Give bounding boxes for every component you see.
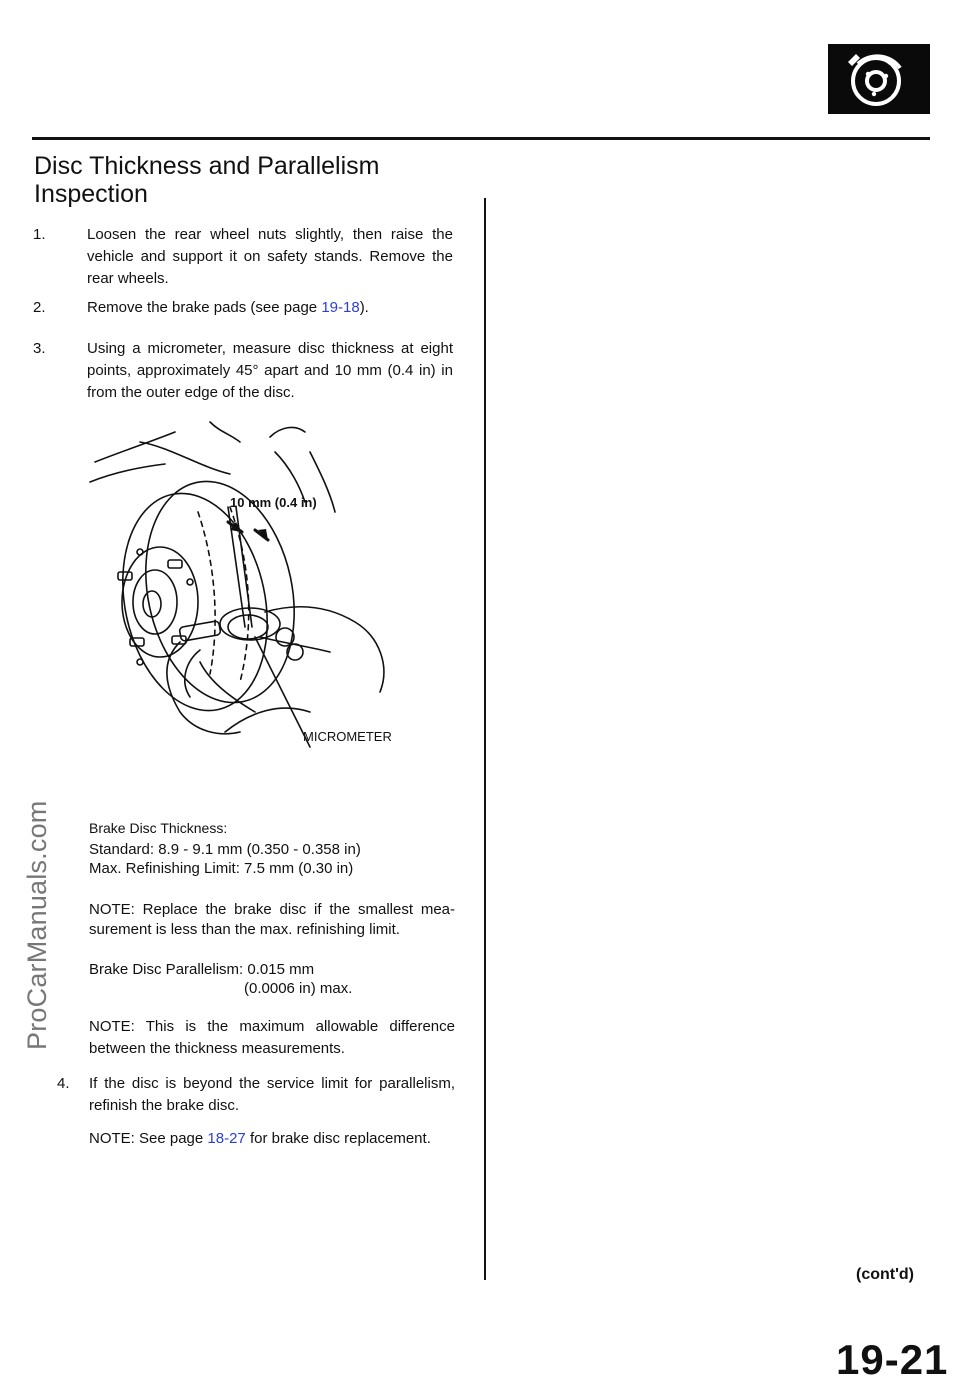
step-2-text-before: Remove the brake pads (see page — [87, 299, 322, 316]
step-3-text: Using a micrometer, measure disc thickness at eight points, approximately 45° apart and 10 mm (0.4 in) in from the outer edge of the disc. — [87, 340, 453, 401]
step-2-text — [87, 297, 453, 319]
step-2-text-after: ). — [359, 299, 369, 316]
note-max-difference: NOTE: This is the maximum allowable difference between the thickness measurements. — [89, 1018, 455, 1057]
brake-section-logo — [828, 44, 930, 114]
continued-label: (cont'd) — [856, 1266, 915, 1283]
page-link-19-18[interactable]: 19-18 — [321, 299, 360, 316]
step-1-number: 1. — [33, 226, 46, 243]
header-rule — [32, 137, 930, 140]
parallelism-spec-line-1: Brake Disc Parallelism: 0.015 mm — [89, 961, 315, 978]
note-replacement-page — [89, 1128, 455, 1150]
page-number: 19-21 — [836, 1336, 949, 1383]
parallelism-spec-line-2: (0.0006 in) max. — [244, 980, 353, 997]
micrometer-label: MICROMETER — [303, 729, 392, 744]
column-divider — [484, 198, 486, 1280]
watermark: ProCarManuals.com — [22, 800, 52, 1050]
brake-disc-icon — [828, 44, 930, 114]
thickness-heading: Brake Disc Thickness: — [89, 820, 228, 836]
step-3-number: 3. — [33, 340, 46, 357]
page-link-18-27[interactable]: 18-27 — [207, 1130, 246, 1147]
max-refinishing-limit: Max. Refinishing Limit: 7.5 mm (0.30 in) — [89, 860, 354, 877]
note-replace-line-1: NOTE: Replace the brake disc if the smallest mea- — [89, 901, 455, 918]
title-line-1: Disc Thickness and Parallelism — [34, 152, 380, 180]
note-replacement-after: for brake disc replacement. — [245, 1130, 431, 1147]
page-title — [34, 152, 380, 208]
thickness-standard: Standard: 8.9 - 9.1 mm (0.350 - 0.358 in) — [89, 841, 361, 858]
step-4-number: 4. — [57, 1075, 70, 1092]
step-1-text: Loosen the rear wheel nuts slightly, then raise the vehicle and support it on safety stands. Remove the rear wheels. — [87, 226, 453, 287]
title-line-2: Inspection — [34, 180, 148, 208]
note-replace-line-2: surement is less than the max. refinishing limit. — [89, 921, 400, 938]
step-2-number: 2. — [33, 299, 46, 316]
step-4-text: If the disc is beyond the service limit for parallelism, refinish the brake disc. — [89, 1075, 455, 1114]
micrometer-illustration — [80, 412, 400, 757]
dimension-label: 10 mm (0.4 in) — [230, 495, 317, 510]
note-replacement-before: NOTE: See page — [89, 1130, 208, 1147]
